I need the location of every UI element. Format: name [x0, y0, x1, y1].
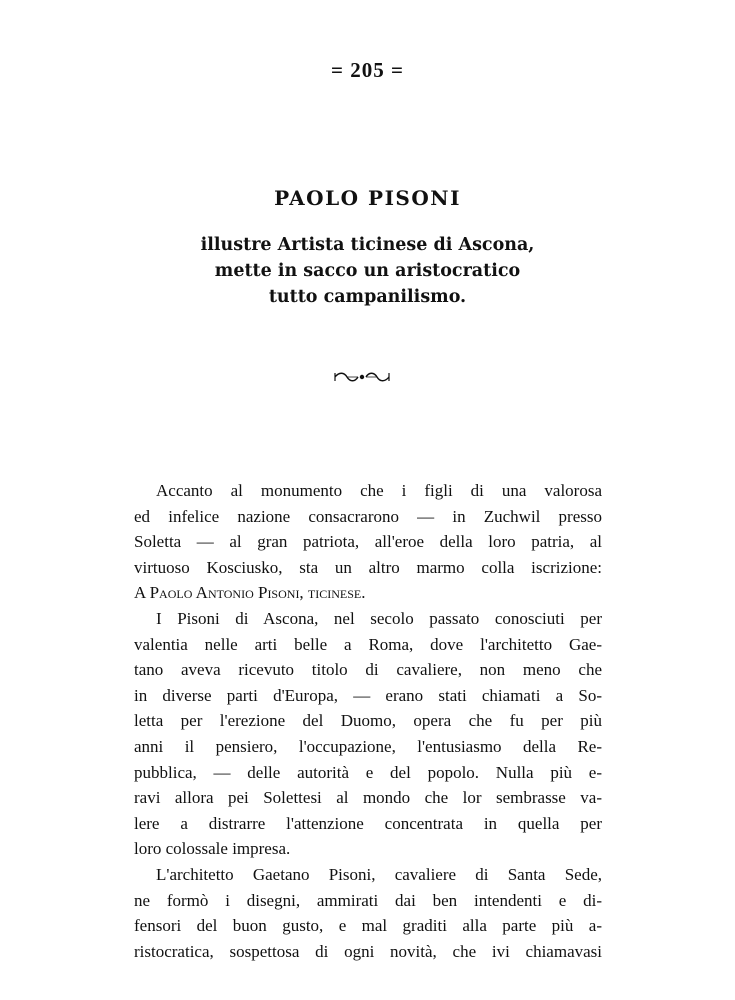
text-line: ristocratica, sospettosa di ogni novità, che ivi chiamavasi — [134, 941, 602, 961]
text-line: Accanto al monumento che i figli di una valorosa — [156, 481, 602, 500]
text-line: I Pisoni di Ascona, nel secolo passato conosciuti per — [156, 608, 602, 628]
text-line: ed infelice nazione consacrarono — in Zuchwil presso — [134, 506, 602, 526]
subtitle-line: tutto campanilismo. — [268, 287, 467, 307]
text-line: ne formò i disegni, ammirati dai ben intendenti e di- — [134, 890, 602, 910]
text-line: lere a distrarre l'attenzione concentrata in quella per — [134, 813, 602, 833]
text-line: Soletta — al gran patriota, all'eroe della loro patria, al — [134, 532, 602, 552]
chapter-subtitle — [0, 232, 735, 310]
subtitle-line: illustre Artista ticinese di Ascona, — [200, 235, 535, 255]
text-line: valentia nelle arti belle a Roma, dove l'architetto Gae- — [134, 634, 602, 654]
text-line: pubblica, — delle autorità e del popolo. Nulla più e- — [134, 762, 602, 782]
text-line: ravi allora pei Solettesi al mondo che lor sembrasse va- — [134, 788, 602, 808]
text-line: virtuoso Kosciusko, sta un altro marmo colla iscrizione: — [134, 557, 602, 577]
text-line: anni il pensiero, l'occupazione, l'entusiasmo della Re- — [134, 736, 602, 756]
body-text — [134, 478, 602, 964]
text-line: loro colossale impresa. — [134, 839, 291, 859]
text-line: in diverse parti d'Europa, — erano stati chiamati a So- — [134, 685, 602, 705]
ornament-divider-icon — [333, 370, 391, 384]
text-line: fensori del buon gusto, e mal graditi alla parte più a- — [134, 916, 602, 936]
text-line: letta per l'erezione del Duomo, opera che fu per più — [134, 711, 602, 731]
inscription-line: A Paolo Antonio Pisoni, ticinese. — [134, 583, 366, 603]
text-line: tano aveva ricevuto titolo di cavaliere, non meno che — [134, 660, 602, 680]
subtitle-line: mette in sacco un aristocratico — [214, 261, 521, 281]
text-line: L'architetto Gaetano Pisoni, cavaliere di Santa Sede, — [156, 864, 602, 884]
page-number: = 205 = — [331, 58, 404, 82]
chapter-title: PAOLO PISONI — [274, 186, 461, 210]
